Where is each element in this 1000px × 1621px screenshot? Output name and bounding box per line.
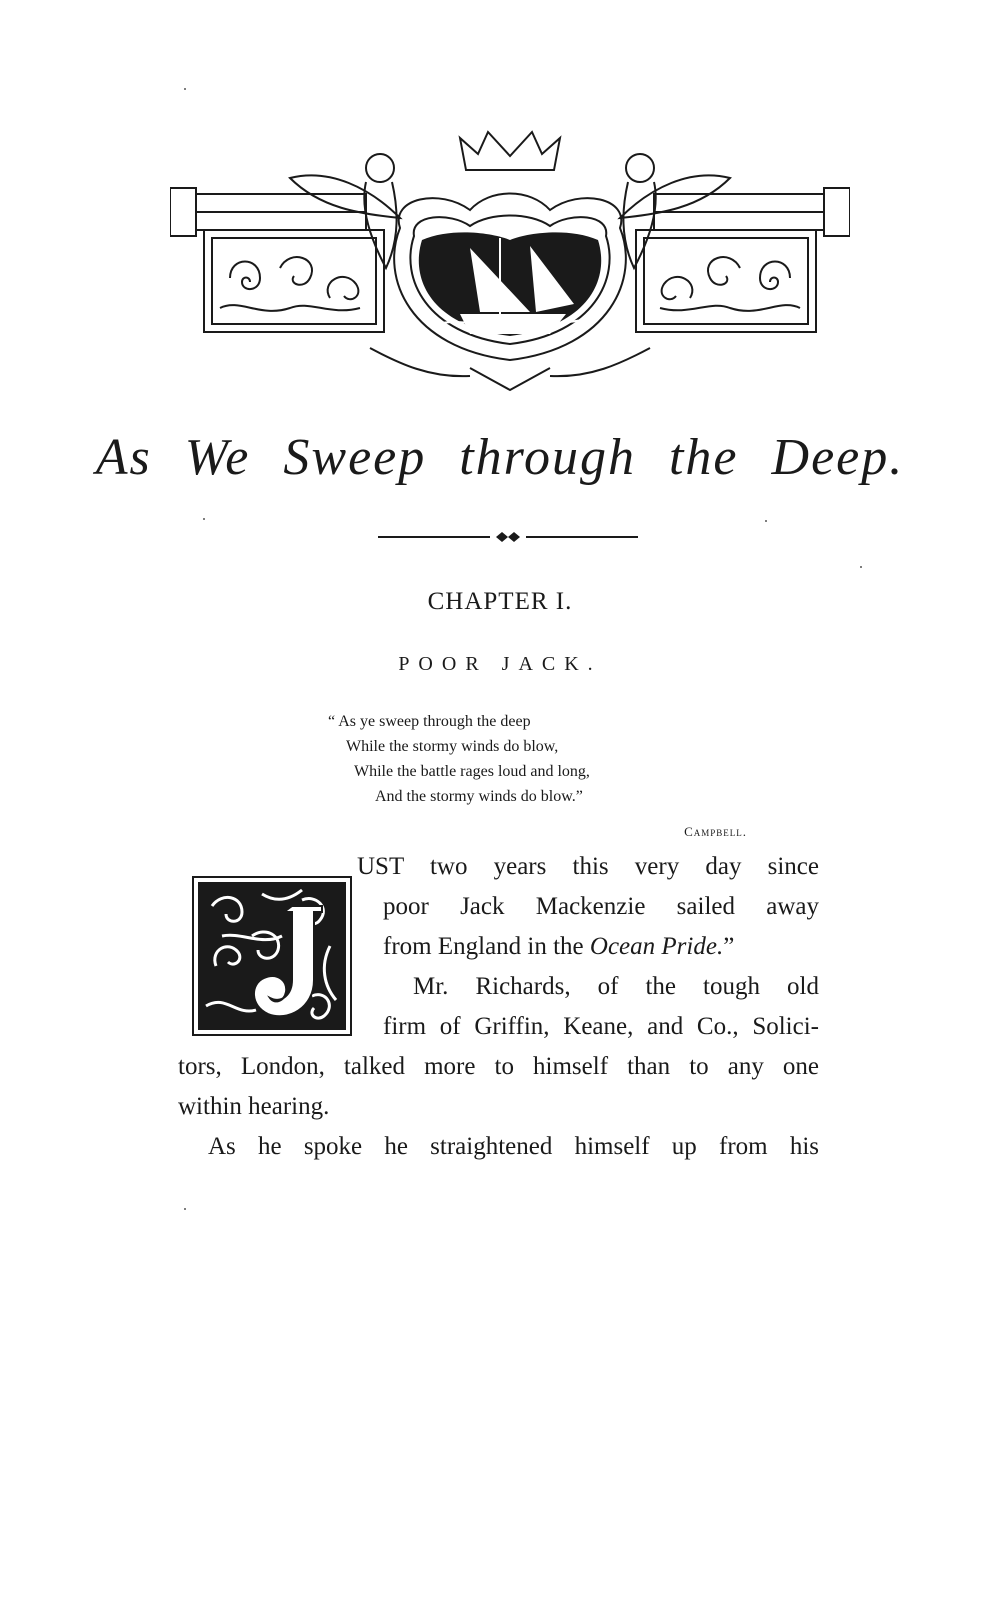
body-line [383, 927, 819, 967]
body-line: firm of Griffin, Keane, and Co., Solici- [383, 1013, 819, 1040]
body-line: As he spoke he straightened himself up from his [208, 1133, 819, 1160]
body-line: within hearing. [178, 1093, 330, 1120]
body-line: poor Jack Mackenzie sailed away [383, 893, 819, 920]
epigraph-attribution: Campbell. [684, 824, 747, 839]
scan-speck [765, 520, 767, 522]
body-line: tors, London, talked more to himself than to any one [178, 1053, 819, 1080]
page-title: As We Sweep through the Deep. [95, 429, 905, 486]
scan-speck [860, 566, 862, 568]
scan-speck [184, 1208, 186, 1210]
epigraph-line: While the stormy winds do blow, [346, 738, 559, 755]
epigraph-line: And the stormy winds do blow.” [375, 788, 583, 805]
body-line: UST two years this very day since [357, 853, 819, 880]
scan-speck [203, 518, 205, 520]
ship-name: Ocean Pride. [589, 933, 724, 960]
epigraph-line: While the battle rages loud and long, [354, 763, 590, 780]
foliate-initial-j-icon [192, 876, 352, 1036]
ship-crest-ornament-icon [170, 128, 850, 410]
chapter-heading: CHAPTER I. [427, 588, 573, 615]
body-line-text: from England in the [383, 933, 590, 960]
closing-quote: ” [723, 933, 735, 960]
scan-speck [184, 88, 186, 90]
body-line: Mr. Richards, of the tough old [413, 973, 819, 1000]
rule-diamond-icon [378, 530, 638, 544]
chapter-subtitle: POOR JACK. [398, 653, 602, 675]
epigraph-line: “ As ye sweep through the deep [328, 713, 531, 730]
